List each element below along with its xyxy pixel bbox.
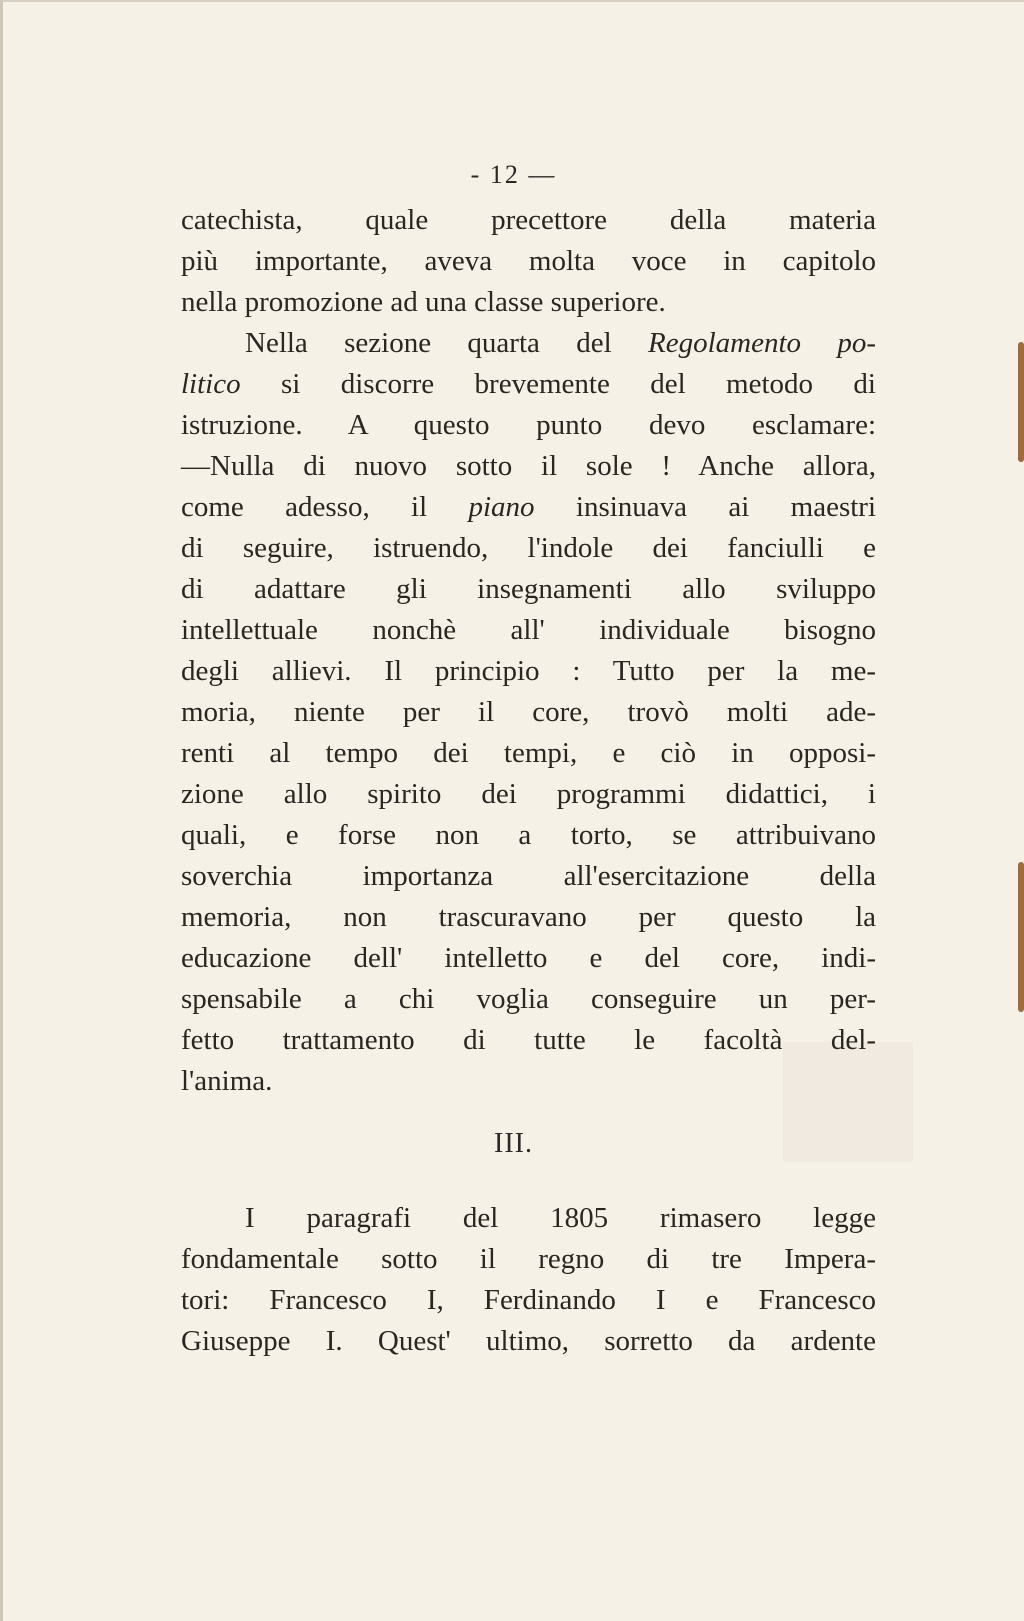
text-fragment: Nella sezione quarta del <box>245 327 648 359</box>
text-line: catechista, quale precettore della materia <box>181 204 876 236</box>
italic-word: piano <box>468 491 535 523</box>
text-line <box>181 487 876 528</box>
main-text <box>181 200 876 1102</box>
section-heading: III. <box>494 1128 533 1159</box>
edge-stain <box>1018 342 1024 462</box>
text-line: I paragrafi del 1805 rimasero legge <box>245 1202 876 1234</box>
page-number: - 12 — <box>470 160 557 189</box>
text-fragment: si discorre brevemente del metodo di <box>240 368 876 400</box>
edge-stain <box>1018 862 1024 1012</box>
text-line: educazione dell' intelletto e del core, indi- <box>181 942 876 974</box>
text-line: nella promozione ad una classe superiore. <box>181 286 666 318</box>
text-line: moria, niente per il core, trovò molti ade- <box>181 696 876 728</box>
italic-title: litico <box>181 368 241 400</box>
text-line: tori: Francesco I, Ferdinando I e Francesco <box>181 1284 876 1316</box>
text-line <box>181 323 876 364</box>
text-fragment: insinuava ai maestri <box>534 491 876 523</box>
text-line: istruzione. A questo punto devo esclamare: <box>181 409 876 441</box>
text-line: renti al tempo dei tempi, e ciò in opposi- <box>181 737 876 769</box>
italic-title: Regolamento po- <box>647 327 876 359</box>
text-line <box>181 364 876 405</box>
text-line: spensabile a chi voglia conseguire un per- <box>181 983 876 1015</box>
text-line: fondamentale sotto il regno di tre Impera- <box>181 1243 876 1275</box>
text-line: —Nulla di nuovo sotto il sole ! Anche allora, <box>181 450 876 482</box>
text-line: degli allievi. Il principio : Tutto per la me- <box>181 655 876 687</box>
main-text-continued <box>181 1198 876 1362</box>
text-line: Giuseppe I. Quest' ultimo, sorretto da ardente <box>181 1325 876 1357</box>
text-line: zione allo spirito dei programmi didattici, i <box>181 778 876 810</box>
text-line: fetto trattamento di tutte le facoltà del- <box>181 1024 876 1056</box>
text-line: quali, e forse non a torto, se attribuivano <box>181 819 876 851</box>
text-line: più importante, aveva molta voce in capitolo <box>181 245 876 277</box>
text-line: l'anima. <box>181 1065 273 1097</box>
text-line: memoria, non trascuravano per questo la <box>181 901 876 933</box>
text-line: di adattare gli insegnamenti allo sviluppo <box>181 573 876 605</box>
text-line: soverchia importanza all'esercitazione della <box>181 860 876 892</box>
text-fragment: come adesso, il <box>181 491 469 523</box>
text-line: di seguire, istruendo, l'indole dei fanciulli e <box>181 532 876 564</box>
text-line: intellettuale nonchè all' individuale bisogno <box>181 614 876 646</box>
